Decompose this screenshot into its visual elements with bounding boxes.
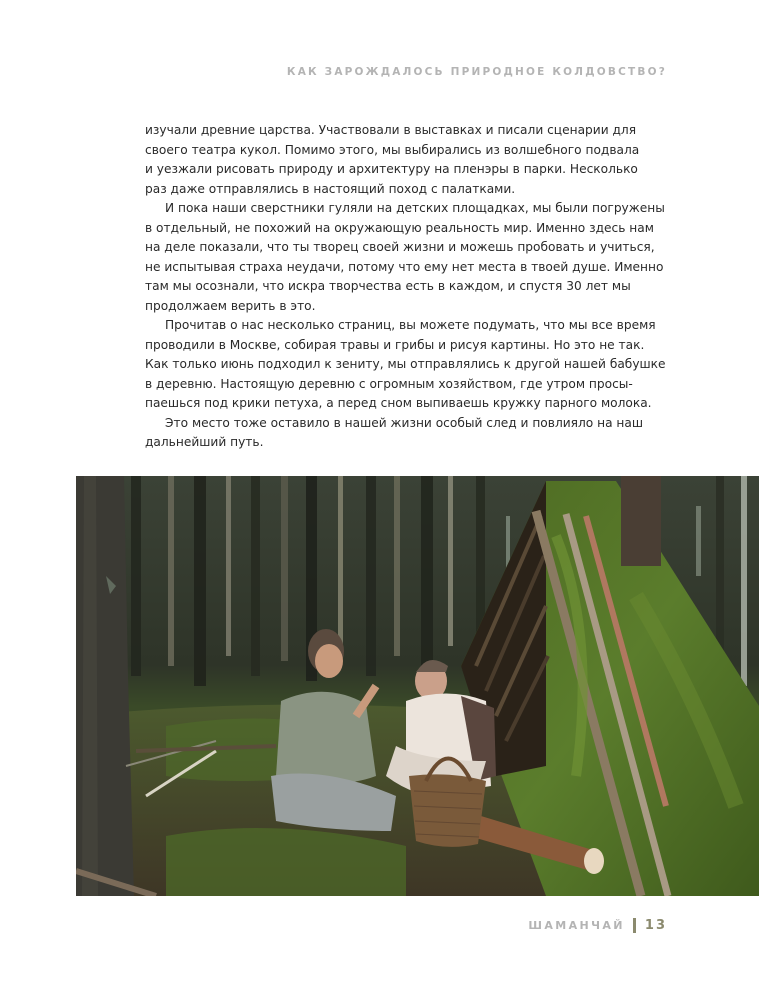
paragraph-4 [145, 414, 644, 453]
text-line: не испытывая страха неудачи, потому что ему нет места в твоей душе. Именно [145, 259, 664, 274]
text-line: продолжаем верить в это. [145, 298, 316, 313]
forest-photo-illustration [76, 476, 759, 896]
footer-book-title: ШАМАНЧАЙ [528, 919, 625, 932]
paragraph-3 [145, 316, 666, 414]
page-number: 13 [644, 918, 667, 933]
text-line: изучали древние царства. Участвовали в выставках и писали сценарии для [145, 123, 637, 137]
text-line: дальнейший путь. [145, 435, 264, 449]
text-line: в отдельный, не похожий на окружающую реальность мир. Именно здесь нам [145, 220, 654, 235]
text-line: своего театра кукол. Помимо этого, мы выбирались из волшебного подвала [145, 142, 640, 157]
text-line: там мы осознали, что искра творчества есть в каждом, и спустя 30 лет мы [145, 279, 631, 293]
text-line: в деревню. Настоящую деревню с огромным хозяйством, где утром просы- [145, 376, 633, 391]
forest-photo [76, 476, 759, 896]
text-line: Как только июнь подходил к зениту, мы отправлялись к другой нашей бабушке [145, 357, 666, 371]
text-line: Это место тоже оставило в нашей жизни особый след и повлияло на наш [165, 415, 644, 430]
running-head-chapter-title: КАК ЗАРОЖДАЛОСЬ ПРИРОДНОЕ КОЛДОВСТВО? [286, 66, 667, 78]
text-line: паешься под крики петуха, а перед сном выпиваешь кружку парного молока. [145, 396, 652, 410]
text-line: и уезжали рисовать природу и архитектуру на пленэры в парки. Несколько [145, 162, 638, 176]
paragraph-2 [145, 199, 665, 316]
text-line: на деле показали, что ты творец своей жизни и можешь пробовать и учиться, [145, 240, 655, 254]
page-footer [528, 918, 667, 933]
text-line: Прочитав о нас несколько страниц, вы можете подумать, что мы все время [165, 318, 656, 332]
body-text [145, 121, 666, 453]
text-line: И пока наши сверстники гуляли на детских площадках, мы были погружены [165, 201, 665, 215]
footer-separator [633, 918, 636, 933]
text-line: проводили в Москве, собирая травы и грибы и рисуя картины. Но это не так. [145, 337, 645, 352]
text-line: раз даже отправлялись в настоящий поход с палатками. [145, 181, 516, 196]
paragraph-1 [145, 121, 640, 199]
